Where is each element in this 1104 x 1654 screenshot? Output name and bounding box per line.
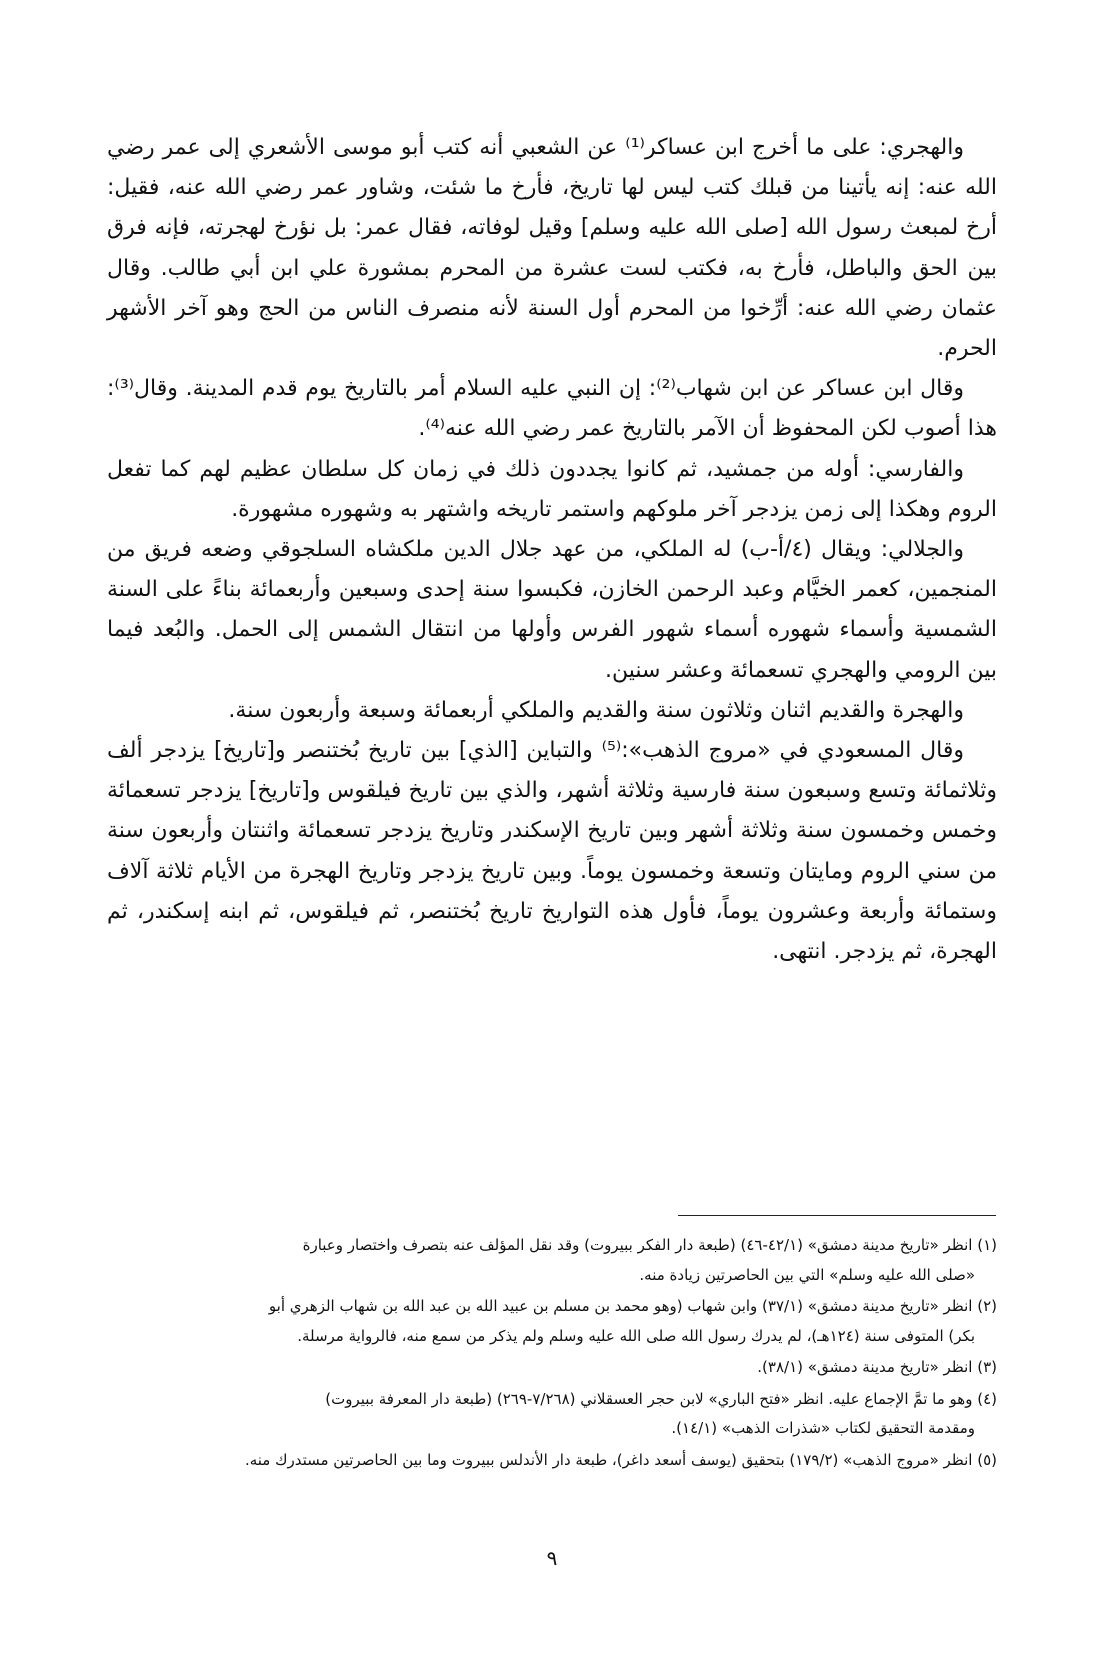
paragraph-ibn-asakir: وقال ابن عساكر عن ابن شهاب⁽²⁾: إن النبي عليه السلام أمر بالتاريخ يوم قدم المدينة. وقال⁽³⁾: هذا أصوب لكن المحفوظ أن الآمر بالتاريخ عمر رضي الله عنه⁽⁴⁾. [107, 376, 997, 442]
page-number: ٩ [546, 1546, 558, 1570]
paragraph-masudi: وقال المسعودي في «مروج الذهب»:⁽⁵⁾ والتباين [الذي] بين تاريخ بُختنصر و[تاريخ] يزدجر ألف وثلاثمائة وتسع وسبعون سنة فارسية وثلاثة أشهر، والذي بين تاريخ فيلقوس و[تاريخ] يزدجر تسعمائة وخمس وخمسون سنة وثلاثة أشهر وبين تاريخ الإسكندر وتاريخ يزدجر تسعمائة واثنتان وأربعون سنة من سني الروم ومايتان وتسعة وخمسون يوماً. وبين تاريخ يزدجر وتاريخ الهجرة من الأيام ثلاثة آلاف وستمائة وأربعة وعشرون يوماً، فأول هذه التواريخ تاريخ بُختنصر، ثم فيلقوس، ثم ابنه إسكندر، ثم الهجرة، ثم يزدجر. انتهى. [107, 738, 997, 965]
footnote-4-text: (٤) وهو ما تمَّ الإجماع عليه. انظر «فتح الباري» لابن حجر العسقلاني (٧/٢٦٨-٢٦٩) (طبعة دار المعرفة ببيروت) [325, 1389, 997, 1408]
footnote-5-text: (٥) انظر «مروج الذهب» (١٧٩/٢) بتحقيق (يوسف أسعد داغر)، طبعة دار الأندلس ببيروت وما بين الحاصرتين مستدرك منه. [244, 1450, 997, 1469]
footnote-5 [107, 1446, 997, 1476]
footnote-2 [107, 1292, 997, 1351]
paragraph-hijri: والهجري: على ما أخرج ابن عساكر⁽¹⁾ عن الشعبي أنه كتب أبو موسى الأشعري إلى عمر رضي الله عنه: إنه يأتينا من قبلك كتب ليس لها تاريخ، فأرخ ما شئت، وشاور عمر رضي الله عنه، فقيل: أرخ لمبعث رسول الله [صلى الله عليه وسلم] وقيل لوفاته، فقال عمر: بل نؤرخ لهجرته، فإنه فرق بين الحق والباطل، فأرخ به، فكتب لست عشرة من المحرم بمشورة علي ابن أبي طالب. وقال عثمان رضي الله عنه: أرِّخوا من المحرم أول السنة لأنه منصرف الناس من الحج وهو آخر الأشهر الحرم. [107, 135, 997, 362]
footnote-3-text: (٣) انظر «تاريخ مدينة دمشق» (٣٨/١). [757, 1358, 997, 1376]
footnote-divider [678, 1215, 996, 1216]
main-body-text [107, 128, 997, 972]
footnote-2-text: (٢) انظر «تاريخ مدينة دمشق» (٣٧/١) وابن شهاب (وهو محمد بن مسلم بن عبيد الله بن عبد الله بن شهاب الزهري أبو [268, 1297, 997, 1315]
footnote-1-text: (١) انظر «تاريخ مدينة دمشق» (٤٢/١-٤٦) (طبعة دار الفكر ببيروت) وقد نقل المؤلف عنه بتصرف واختصار وعبارة [302, 1236, 997, 1254]
footnotes-section [107, 1231, 997, 1477]
paragraph-hijra-qadim: والهجرة والقديم اثنان وثلاثون سنة والقديم والملكي أربعمائة وسبعة وأربعون سنة. [228, 697, 964, 723]
paragraph-jalali: والجلالي: ويقال (٤/أ-ب) له الملكي، من عهد جلال الدين ملكشاه السلجوقي وضعه فريق من المنجمين، كعمر الخيَّام وعبد الرحمن الخازن، فكبسوا سنة إحدى وسبعين وأربعمائة بناءً على السنة الشمسية وأسماء شهوره أسماء شهور الفرس وأولها من انتقال الشمس إلى الحمل. والبُعد فيما بين الرومي والهجري تسعمائة وعشر سنين. [107, 537, 997, 683]
footnote-1-continuation: «صلى الله عليه وسلم» التي بين الحاصرتين زيادة منه. [639, 1265, 975, 1284]
footnote-1 [107, 1231, 997, 1290]
footnote-2-continuation: بكر) المتوفى سنة (١٢٤هـ)، لم يدرك رسول الله صلى الله عليه وسلم ولم يذكر من سمع منه، فالرواية مرسلة. [297, 1326, 975, 1345]
paragraph-persian: والفارسي: أوله من جمشيد، ثم كانوا يجددون ذلك في زمان كل سلطان عظيم لهم كما تفعل الروم وهكذا إلى زمن يزدجر آخر ملوكهم واستمر تاريخه واشتهر به وشهوره مشهورة. [107, 456, 997, 522]
footnote-3 [107, 1353, 997, 1383]
footnote-4-continuation: ومقدمة التحقيق لكتاب «شذرات الذهب» (١٤/١). [671, 1419, 975, 1437]
footnote-4 [107, 1385, 997, 1444]
